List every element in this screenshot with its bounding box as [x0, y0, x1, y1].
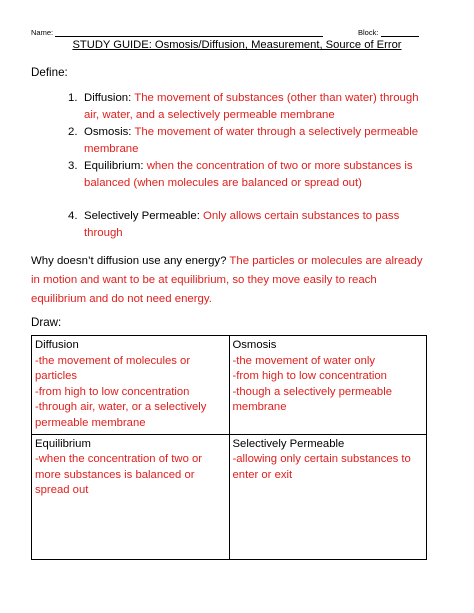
- definition-text: The movement of water through a selectively permeable membrane: [84, 126, 419, 155]
- definition-text: The movement of substances (other than water) through air, water, and a selectively permeable membrane: [84, 92, 419, 121]
- question-block: [31, 252, 431, 309]
- cell-line: -the movement of molecules or particles: [35, 354, 191, 383]
- cell-line: -from high to low concentration: [35, 385, 190, 398]
- definition-number: 4.: [68, 210, 78, 222]
- question-prompt: Why doesn’t diffusion use any energy?: [31, 255, 227, 267]
- definition-number: 1.: [68, 92, 78, 104]
- definition-term: Osmosis:: [84, 126, 132, 138]
- definition-item: [68, 208, 420, 242]
- table-row: [32, 434, 427, 559]
- definition-item: [68, 158, 420, 192]
- header: [31, 27, 421, 39]
- cell-line: -through air, water, or a selectively permeable membrane: [35, 401, 207, 429]
- draw-table: [31, 335, 427, 560]
- cell-title: Selectively Permeable: [232, 437, 345, 450]
- draw-cell-diffusion: [32, 336, 230, 435]
- cell-line: -allowing only certain substances to enter or exit: [232, 453, 411, 481]
- definition-term: Selectively Permeable:: [84, 210, 200, 222]
- block-blank: [381, 36, 419, 37]
- definition-text: Only allows certain substances to pass through: [84, 210, 400, 239]
- definition-item: [68, 124, 420, 158]
- table-row: [32, 336, 427, 435]
- draw-cell-equilibrium: [32, 434, 230, 559]
- definition-number: 2.: [68, 126, 78, 138]
- draw-label: Draw:: [31, 316, 62, 329]
- draw-cell-osmosis: [229, 336, 427, 435]
- name-blank: [55, 36, 323, 37]
- definition-item: [68, 90, 420, 124]
- definition-term: Equilibrium:: [84, 160, 144, 172]
- definition-number: 3.: [68, 160, 78, 172]
- cell-line: -when the concentration of two or more substances is balanced or spread out: [35, 453, 203, 497]
- cell-line: -though a selectively permeable membrane: [232, 385, 393, 414]
- cell-title: Osmosis: [232, 339, 277, 351]
- block-label: Block:: [358, 28, 379, 37]
- page-title: STUDY GUIDE: Osmosis/Diffusion, Measurement, Source of Error: [72, 39, 402, 51]
- definition-text: when the concentration of two or more substances is balanced (when molecules are balanced or spread out): [84, 160, 413, 189]
- question-answer: The particles or molecules are already in motion and want to be at equilibrium, so they move easily to reach equilibrium and do not need energy.: [31, 255, 423, 305]
- cell-title: Diffusion: [35, 339, 79, 351]
- draw-cell-selectively-permeable: [229, 434, 427, 559]
- cell-line: -from high to low concentration: [232, 370, 387, 383]
- name-label: Name:: [31, 28, 54, 37]
- cell-title: Equilibrium: [35, 437, 91, 450]
- define-label: Define:: [31, 66, 68, 79]
- cell-line: -the movement of water only: [232, 354, 376, 367]
- definition-term: Diffusion:: [84, 92, 132, 104]
